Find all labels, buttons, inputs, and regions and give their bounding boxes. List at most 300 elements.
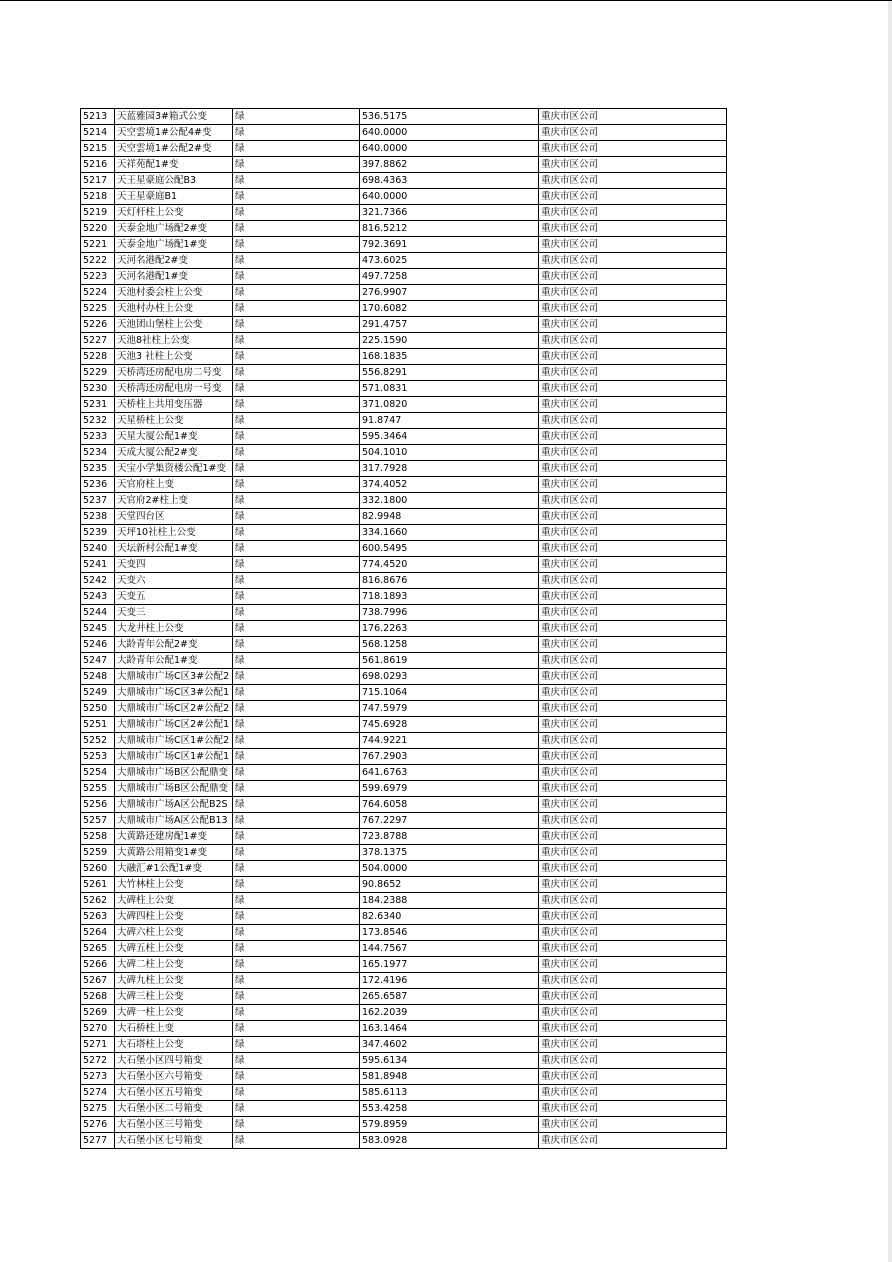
transformer-name-cell: 天变五	[115, 589, 233, 605]
table-row	[81, 717, 727, 733]
table-row	[81, 205, 727, 221]
transformer-name-cell: 大黄路还建房配1#变	[115, 829, 233, 845]
value-cell: 640.0000	[360, 141, 539, 157]
transformer-name-cell: 天河名港配1#变	[115, 269, 233, 285]
row-id-cell: 5240	[81, 541, 115, 557]
company-cell: 重庆市区公司	[539, 205, 727, 221]
company-cell: 重庆市区公司	[539, 605, 727, 621]
table-row	[81, 397, 727, 413]
transformer-name-cell: 大龄青年公配2#变	[115, 637, 233, 653]
status-cell: 绿	[233, 685, 360, 701]
status-cell: 绿	[233, 317, 360, 333]
row-id-cell: 5267	[81, 973, 115, 989]
company-cell: 重庆市区公司	[539, 829, 727, 845]
status-cell: 绿	[233, 125, 360, 141]
status-cell: 绿	[233, 893, 360, 909]
status-cell: 绿	[233, 173, 360, 189]
value-cell: 600.5495	[360, 541, 539, 557]
table-row	[81, 653, 727, 669]
table-row	[81, 525, 727, 541]
company-cell: 重庆市区公司	[539, 1037, 727, 1053]
status-cell: 绿	[233, 253, 360, 269]
status-cell: 绿	[233, 781, 360, 797]
row-id-cell: 5218	[81, 189, 115, 205]
company-cell: 重庆市区公司	[539, 1101, 727, 1117]
transformer-name-cell: 天灯杆柱上公变	[115, 205, 233, 221]
table-row	[81, 445, 727, 461]
company-cell: 重庆市区公司	[539, 541, 727, 557]
status-cell: 绿	[233, 925, 360, 941]
table-row	[81, 1005, 727, 1021]
transformer-name-cell: 天空雲境1#公配4#变	[115, 125, 233, 141]
company-cell: 重庆市区公司	[539, 621, 727, 637]
company-cell: 重庆市区公司	[539, 509, 727, 525]
status-cell: 绿	[233, 493, 360, 509]
company-cell: 重庆市区公司	[539, 589, 727, 605]
table-body	[81, 109, 727, 1149]
status-cell: 绿	[233, 541, 360, 557]
company-cell: 重庆市区公司	[539, 397, 727, 413]
table-row	[81, 909, 727, 925]
row-id-cell: 5242	[81, 573, 115, 589]
value-cell: 504.1010	[360, 445, 539, 461]
value-cell: 718.1893	[360, 589, 539, 605]
company-cell: 重庆市区公司	[539, 189, 727, 205]
company-cell: 重庆市区公司	[539, 125, 727, 141]
table-row	[81, 413, 727, 429]
value-cell: 698.0293	[360, 669, 539, 685]
row-id-cell: 5219	[81, 205, 115, 221]
company-cell: 重庆市区公司	[539, 1069, 727, 1085]
status-cell: 绿	[233, 621, 360, 637]
status-cell: 绿	[233, 589, 360, 605]
row-id-cell: 5214	[81, 125, 115, 141]
transformer-name-cell: 大石堡小区七号箱变	[115, 1133, 233, 1149]
value-cell: 91.8747	[360, 413, 539, 429]
table-row	[81, 605, 727, 621]
company-cell: 重庆市区公司	[539, 413, 727, 429]
status-cell: 绿	[233, 733, 360, 749]
status-cell: 绿	[233, 557, 360, 573]
row-id-cell: 5252	[81, 733, 115, 749]
value-cell: 583.0928	[360, 1133, 539, 1149]
transformer-name-cell: 大鼎城市广场C区1#公配2	[115, 733, 233, 749]
value-cell: 767.2903	[360, 749, 539, 765]
transformer-name-cell: 大碑四柱上公变	[115, 909, 233, 925]
status-cell: 绿	[233, 429, 360, 445]
table-row	[81, 973, 727, 989]
status-cell: 绿	[233, 1069, 360, 1085]
transformer-name-cell: 大鼎城市广场C区3#公配1	[115, 685, 233, 701]
value-cell: 640.0000	[360, 189, 539, 205]
value-cell: 816.5212	[360, 221, 539, 237]
transformer-name-cell: 大鼎城市广场B区公配鼎变	[115, 765, 233, 781]
value-cell: 332.1800	[360, 493, 539, 509]
row-id-cell: 5225	[81, 301, 115, 317]
transformer-name-cell: 大石桥柱上变	[115, 1021, 233, 1037]
table-row	[81, 573, 727, 589]
transformer-name-cell: 大鼎城市广场B区公配鼎变	[115, 781, 233, 797]
value-cell: 767.2297	[360, 813, 539, 829]
table-row	[81, 765, 727, 781]
status-cell: 绿	[233, 1133, 360, 1149]
company-cell: 重庆市区公司	[539, 989, 727, 1005]
company-cell: 重庆市区公司	[539, 797, 727, 813]
row-id-cell: 5239	[81, 525, 115, 541]
table-row	[81, 493, 727, 509]
company-cell: 重庆市区公司	[539, 845, 727, 861]
transformer-name-cell: 天变四	[115, 557, 233, 573]
table-row	[81, 189, 727, 205]
table-row	[81, 845, 727, 861]
transformer-name-cell: 天河名港配2#变	[115, 253, 233, 269]
table-row	[81, 1053, 727, 1069]
value-cell: 162.2039	[360, 1005, 539, 1021]
row-id-cell: 5274	[81, 1085, 115, 1101]
row-id-cell: 5213	[81, 109, 115, 125]
table-row	[81, 173, 727, 189]
company-cell: 重庆市区公司	[539, 237, 727, 253]
row-id-cell: 5259	[81, 845, 115, 861]
value-cell: 536.5175	[360, 109, 539, 125]
row-id-cell: 5257	[81, 813, 115, 829]
value-cell: 317.7928	[360, 461, 539, 477]
value-cell: 599.6979	[360, 781, 539, 797]
transformer-name-cell: 天王星豪庭公配B3	[115, 173, 233, 189]
table-row	[81, 941, 727, 957]
value-cell: 172.4196	[360, 973, 539, 989]
status-cell: 绿	[233, 605, 360, 621]
value-cell: 738.7996	[360, 605, 539, 621]
status-cell: 绿	[233, 1021, 360, 1037]
table-row	[81, 301, 727, 317]
row-id-cell: 5233	[81, 429, 115, 445]
value-cell: 371.0820	[360, 397, 539, 413]
company-cell: 重庆市区公司	[539, 429, 727, 445]
row-id-cell: 5222	[81, 253, 115, 269]
company-cell: 重庆市区公司	[539, 301, 727, 317]
row-id-cell: 5229	[81, 365, 115, 381]
transformer-name-cell: 天变六	[115, 573, 233, 589]
transformer-name-cell: 天桥湾还房配电房一号变	[115, 381, 233, 397]
table-row	[81, 861, 727, 877]
row-id-cell: 5269	[81, 1005, 115, 1021]
value-cell: 745.6928	[360, 717, 539, 733]
company-cell: 重庆市区公司	[539, 813, 727, 829]
table-row	[81, 1085, 727, 1101]
status-cell: 绿	[233, 445, 360, 461]
value-cell: 595.6134	[360, 1053, 539, 1069]
company-cell: 重庆市区公司	[539, 717, 727, 733]
value-cell: 473.6025	[360, 253, 539, 269]
table-row	[81, 253, 727, 269]
table-row	[81, 237, 727, 253]
value-cell: 585.6113	[360, 1085, 539, 1101]
table-row	[81, 925, 727, 941]
status-cell: 绿	[233, 301, 360, 317]
row-id-cell: 5245	[81, 621, 115, 637]
company-cell: 重庆市区公司	[539, 461, 727, 477]
value-cell: 816.8676	[360, 573, 539, 589]
status-cell: 绿	[233, 973, 360, 989]
company-cell: 重庆市区公司	[539, 637, 727, 653]
value-cell: 170.6082	[360, 301, 539, 317]
row-id-cell: 5266	[81, 957, 115, 973]
status-cell: 绿	[233, 573, 360, 589]
transformer-name-cell: 大碑六柱上公变	[115, 925, 233, 941]
company-cell: 重庆市区公司	[539, 941, 727, 957]
company-cell: 重庆市区公司	[539, 1117, 727, 1133]
status-cell: 绿	[233, 509, 360, 525]
table-row	[81, 733, 727, 749]
company-cell: 重庆市区公司	[539, 285, 727, 301]
transformer-name-cell: 大鼎城市广场A区公配B2S	[115, 797, 233, 813]
company-cell: 重庆市区公司	[539, 365, 727, 381]
row-id-cell: 5224	[81, 285, 115, 301]
table-row	[81, 221, 727, 237]
transformer-name-cell: 大石堡小区二号箱变	[115, 1101, 233, 1117]
row-id-cell: 5246	[81, 637, 115, 653]
transformer-name-cell: 大石堡小区五号箱变	[115, 1085, 233, 1101]
status-cell: 绿	[233, 205, 360, 221]
row-id-cell: 5221	[81, 237, 115, 253]
transformer-name-cell: 天池村办柱上公变	[115, 301, 233, 317]
row-id-cell: 5264	[81, 925, 115, 941]
table-row	[81, 701, 727, 717]
company-cell: 重庆市区公司	[539, 861, 727, 877]
transformer-name-cell: 天祥苑配1#变	[115, 157, 233, 173]
status-cell: 绿	[233, 477, 360, 493]
status-cell: 绿	[233, 221, 360, 237]
status-cell: 绿	[233, 861, 360, 877]
transformer-name-cell: 天成大厦公配2#变	[115, 445, 233, 461]
value-cell: 640.0000	[360, 125, 539, 141]
transformer-name-cell: 天桥湾还房配电房二号变	[115, 365, 233, 381]
row-id-cell: 5241	[81, 557, 115, 573]
value-cell: 579.8959	[360, 1117, 539, 1133]
row-id-cell: 5243	[81, 589, 115, 605]
row-id-cell: 5228	[81, 349, 115, 365]
status-cell: 绿	[233, 989, 360, 1005]
transformer-name-cell: 大碑五柱上公变	[115, 941, 233, 957]
transformer-name-cell: 天泰金地广场配2#变	[115, 221, 233, 237]
company-cell: 重庆市区公司	[539, 221, 727, 237]
row-id-cell: 5253	[81, 749, 115, 765]
table-row	[81, 429, 727, 445]
table-row	[81, 141, 727, 157]
company-cell: 重庆市区公司	[539, 157, 727, 173]
status-cell: 绿	[233, 109, 360, 125]
company-cell: 重庆市区公司	[539, 141, 727, 157]
row-id-cell: 5261	[81, 877, 115, 893]
row-id-cell: 5270	[81, 1021, 115, 1037]
value-cell: 571.0831	[360, 381, 539, 397]
row-id-cell: 5251	[81, 717, 115, 733]
row-id-cell: 5258	[81, 829, 115, 845]
company-cell: 重庆市区公司	[539, 1053, 727, 1069]
transformer-name-cell: 大黄路公用箱变1#变	[115, 845, 233, 861]
company-cell: 重庆市区公司	[539, 269, 727, 285]
status-cell: 绿	[233, 845, 360, 861]
company-cell: 重庆市区公司	[539, 957, 727, 973]
transformer-name-cell: 天堂四台区	[115, 509, 233, 525]
status-cell: 绿	[233, 349, 360, 365]
table-row	[81, 813, 727, 829]
status-cell: 绿	[233, 669, 360, 685]
status-cell: 绿	[233, 397, 360, 413]
page-right-edge	[888, 1, 892, 1262]
transformer-name-cell: 天泰金地广场配1#变	[115, 237, 233, 253]
row-id-cell: 5275	[81, 1101, 115, 1117]
row-id-cell: 5271	[81, 1037, 115, 1053]
transformer-name-cell: 天变三	[115, 605, 233, 621]
status-cell: 绿	[233, 701, 360, 717]
row-id-cell: 5238	[81, 509, 115, 525]
transformer-name-cell: 天池8社柱上公变	[115, 333, 233, 349]
value-cell: 723.8788	[360, 829, 539, 845]
transformer-name-cell: 天坛新村公配1#变	[115, 541, 233, 557]
company-cell: 重庆市区公司	[539, 877, 727, 893]
status-cell: 绿	[233, 1037, 360, 1053]
company-cell: 重庆市区公司	[539, 333, 727, 349]
table-row	[81, 621, 727, 637]
table-row	[81, 285, 727, 301]
table-row	[81, 685, 727, 701]
transformer-name-cell: 大石堡小区六号箱变	[115, 1069, 233, 1085]
row-id-cell: 5215	[81, 141, 115, 157]
company-cell: 重庆市区公司	[539, 909, 727, 925]
value-cell: 321.7366	[360, 205, 539, 221]
status-cell: 绿	[233, 1085, 360, 1101]
table-row	[81, 317, 727, 333]
row-id-cell: 5237	[81, 493, 115, 509]
status-cell: 绿	[233, 717, 360, 733]
company-cell: 重庆市区公司	[539, 173, 727, 189]
value-cell: 374.4052	[360, 477, 539, 493]
value-cell: 168.1835	[360, 349, 539, 365]
status-cell: 绿	[233, 909, 360, 925]
value-cell: 82.6340	[360, 909, 539, 925]
company-cell: 重庆市区公司	[539, 573, 727, 589]
transformer-name-cell: 大鼎城市广场C区3#公配2	[115, 669, 233, 685]
value-cell: 747.5979	[360, 701, 539, 717]
transformer-name-cell: 天官府柱上变	[115, 477, 233, 493]
value-cell: 347.4602	[360, 1037, 539, 1053]
table-row	[81, 957, 727, 973]
company-cell: 重庆市区公司	[539, 1021, 727, 1037]
company-cell: 重庆市区公司	[539, 445, 727, 461]
value-cell: 774.4520	[360, 557, 539, 573]
company-cell: 重庆市区公司	[539, 493, 727, 509]
table-row	[81, 589, 727, 605]
table-row	[81, 1101, 727, 1117]
row-id-cell: 5254	[81, 765, 115, 781]
value-cell: 556.8291	[360, 365, 539, 381]
transformer-name-cell: 天池3 社柱上公变	[115, 349, 233, 365]
table-row	[81, 461, 727, 477]
company-cell: 重庆市区公司	[539, 653, 727, 669]
value-cell: 276.9907	[360, 285, 539, 301]
value-cell: 144.7567	[360, 941, 539, 957]
row-id-cell: 5223	[81, 269, 115, 285]
company-cell: 重庆市区公司	[539, 525, 727, 541]
transformer-name-cell: 天王星豪庭B1	[115, 189, 233, 205]
status-cell: 绿	[233, 237, 360, 253]
table-row	[81, 893, 727, 909]
transformer-name-cell: 大碑二柱上公变	[115, 957, 233, 973]
transformer-name-cell: 大鼎城市广场C区1#公配1	[115, 749, 233, 765]
table-row	[81, 829, 727, 845]
value-cell: 225.1590	[360, 333, 539, 349]
transformer-name-cell: 大石堡小区四号箱变	[115, 1053, 233, 1069]
row-id-cell: 5263	[81, 909, 115, 925]
value-cell: 568.1258	[360, 637, 539, 653]
status-cell: 绿	[233, 525, 360, 541]
status-cell: 绿	[233, 797, 360, 813]
company-cell: 重庆市区公司	[539, 733, 727, 749]
row-id-cell: 5268	[81, 989, 115, 1005]
row-id-cell: 5265	[81, 941, 115, 957]
transformer-name-cell: 天空雲境1#公配2#变	[115, 141, 233, 157]
table-row	[81, 989, 727, 1005]
table-row	[81, 269, 727, 285]
transformer-name-cell: 大融汇#1公配1#变	[115, 861, 233, 877]
table-row	[81, 349, 727, 365]
status-cell: 绿	[233, 957, 360, 973]
company-cell: 重庆市区公司	[539, 557, 727, 573]
table-row	[81, 1069, 727, 1085]
row-id-cell: 5232	[81, 413, 115, 429]
table-row	[81, 749, 727, 765]
status-cell: 绿	[233, 189, 360, 205]
transformer-name-cell: 大碑柱上公变	[115, 893, 233, 909]
transformer-table	[80, 108, 727, 1149]
row-id-cell: 5250	[81, 701, 115, 717]
transformer-name-cell: 大竹林柱上公变	[115, 877, 233, 893]
transformer-name-cell: 大石堡小区三号箱变	[115, 1117, 233, 1133]
value-cell: 378.1375	[360, 845, 539, 861]
value-cell: 176.2263	[360, 621, 539, 637]
value-cell: 595.3464	[360, 429, 539, 445]
status-cell: 绿	[233, 749, 360, 765]
transformer-name-cell: 大鼎城市广场C区2#公配2	[115, 701, 233, 717]
value-cell: 497.7258	[360, 269, 539, 285]
company-cell: 重庆市区公司	[539, 317, 727, 333]
company-cell: 重庆市区公司	[539, 1133, 727, 1149]
company-cell: 重庆市区公司	[539, 893, 727, 909]
transformer-name-cell: 天池村委会柱上公变	[115, 285, 233, 301]
status-cell: 绿	[233, 285, 360, 301]
value-cell: 334.1660	[360, 525, 539, 541]
row-id-cell: 5217	[81, 173, 115, 189]
value-cell: 698.4363	[360, 173, 539, 189]
company-cell: 重庆市区公司	[539, 349, 727, 365]
status-cell: 绿	[233, 333, 360, 349]
status-cell: 绿	[233, 269, 360, 285]
row-id-cell: 5247	[81, 653, 115, 669]
company-cell: 重庆市区公司	[539, 1005, 727, 1021]
row-id-cell: 5244	[81, 605, 115, 621]
transformer-name-cell: 大龙井柱上公变	[115, 621, 233, 637]
company-cell: 重庆市区公司	[539, 685, 727, 701]
transformer-name-cell: 天星桥柱上公变	[115, 413, 233, 429]
status-cell: 绿	[233, 765, 360, 781]
transformer-name-cell: 天池团山堡柱上公变	[115, 317, 233, 333]
row-id-cell: 5277	[81, 1133, 115, 1149]
transformer-name-cell: 天官府2#柱上变	[115, 493, 233, 509]
value-cell: 82.9948	[360, 509, 539, 525]
company-cell: 重庆市区公司	[539, 253, 727, 269]
